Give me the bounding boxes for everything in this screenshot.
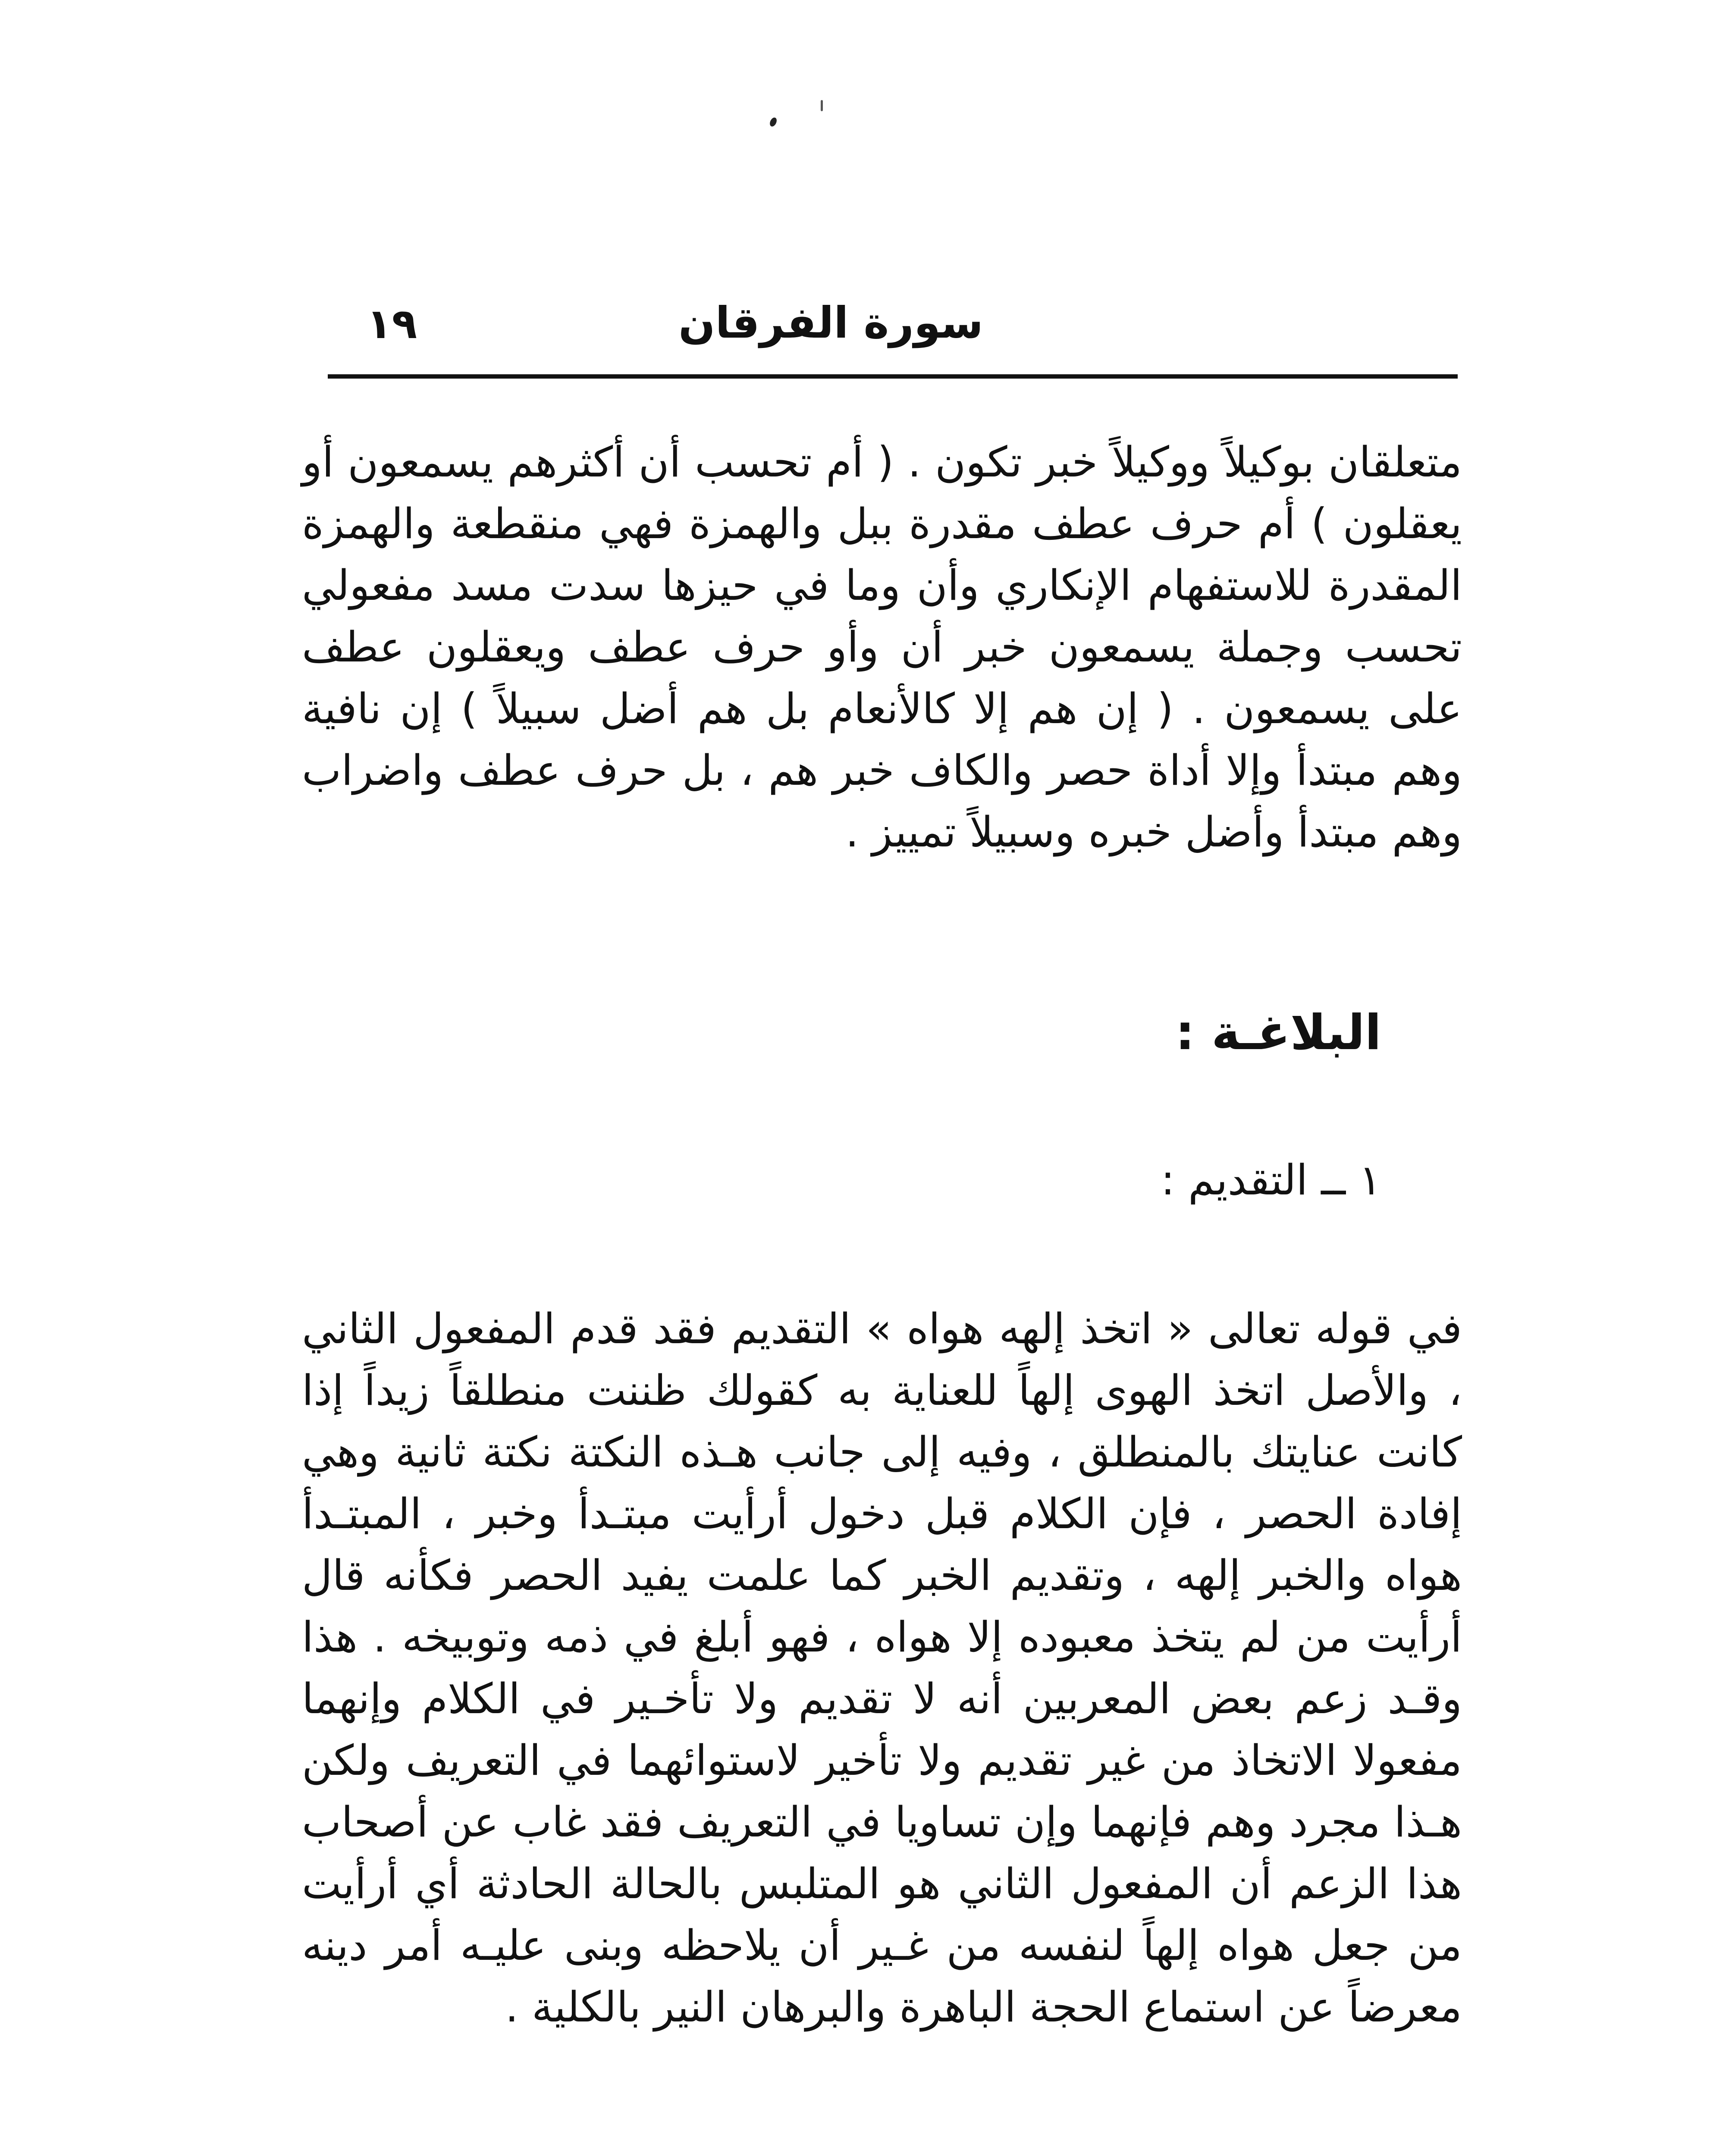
- page-number: ١٩: [367, 300, 417, 348]
- header-divider: [328, 374, 1458, 379]
- rhetoric-paragraph: في قوله تعالى « اتخذ إلهه هواه » التقديم فقد قدم المفعول الثاني ، والأصل اتخذ الهوى إلهاً للعناية به كقولك ظننت منطلقاً زيداً إذا كانت عنايتك بالمنطلق ، وفيه إلى جانب هـذه النكتة نكتة ثانية وهي إفادة الحصر ، فإن الكلام قبل دخول أرأيت مبتـدأ وخبر ، المبتـدأ هواه والخبر إلهه ، وتقديم الخبر كما علمت يفيد الحصر فكأنه قال أرأيت من لم يتخذ معبوده إلا هواه ، فهو أبلغ في ذمه وتوبيخه . هذا وقـد زعم بعض المعربين أنه لا تقديم ولا تأخـير في الكلام وإنهما مفعولا الاتخاذ من غير تقديم ولا تأخير لاستوائهما في التعريف ولكن هـذا مجرد وهم فإنهما وإن تساويا في التعريف فقد غاب عن أصحاب هذا الزعم أن المفعول الثاني هو المتلبس بالحالة الحادثة أي أرأيت من جعل هواه إلهاً لنفسه من غـير أن يلاحظه وبنى عليـه أمر دينه معرضاً عن استماع الحجة الباهرة والبرهان النير بالكلية .: [302, 1304, 1462, 2031]
- grammar-paragraph: متعلقان بوكيلاً ووكيلاً خبر تكون . ( أم تحسب أن أكثرهم يسمعون أو يعقلون ) أم حرف عطف مقدرة ببل والهمزة فهي منقطعة والهمزة المقدرة للاستفهام الإنكاري وأن وما في حيزها سدت مسد مفعولي تحسب وجملة يسمعون خبر أن وأو حرف عطف ويعقلون عطف على يسمعون . ( إن هم إلا كالأنعام بل هم أضل سبيلاً ) إن نافية وهم مبتدأ وإلا أداة حصر والكاف خبر هم ، بل حرف عطف واضراب وهم مبتدأ وأضل خبره وسبيلاً تمييز .: [302, 438, 1462, 856]
- scan-mark: [821, 100, 823, 111]
- section-heading: البلاغـة :: [1175, 1005, 1381, 1061]
- scan-speck: [769, 116, 778, 128]
- running-header: [328, 276, 1458, 362]
- subsection-heading: ١ ــ التقديم :: [1161, 1156, 1381, 1204]
- surah-title: سورة الفرقان: [678, 298, 983, 348]
